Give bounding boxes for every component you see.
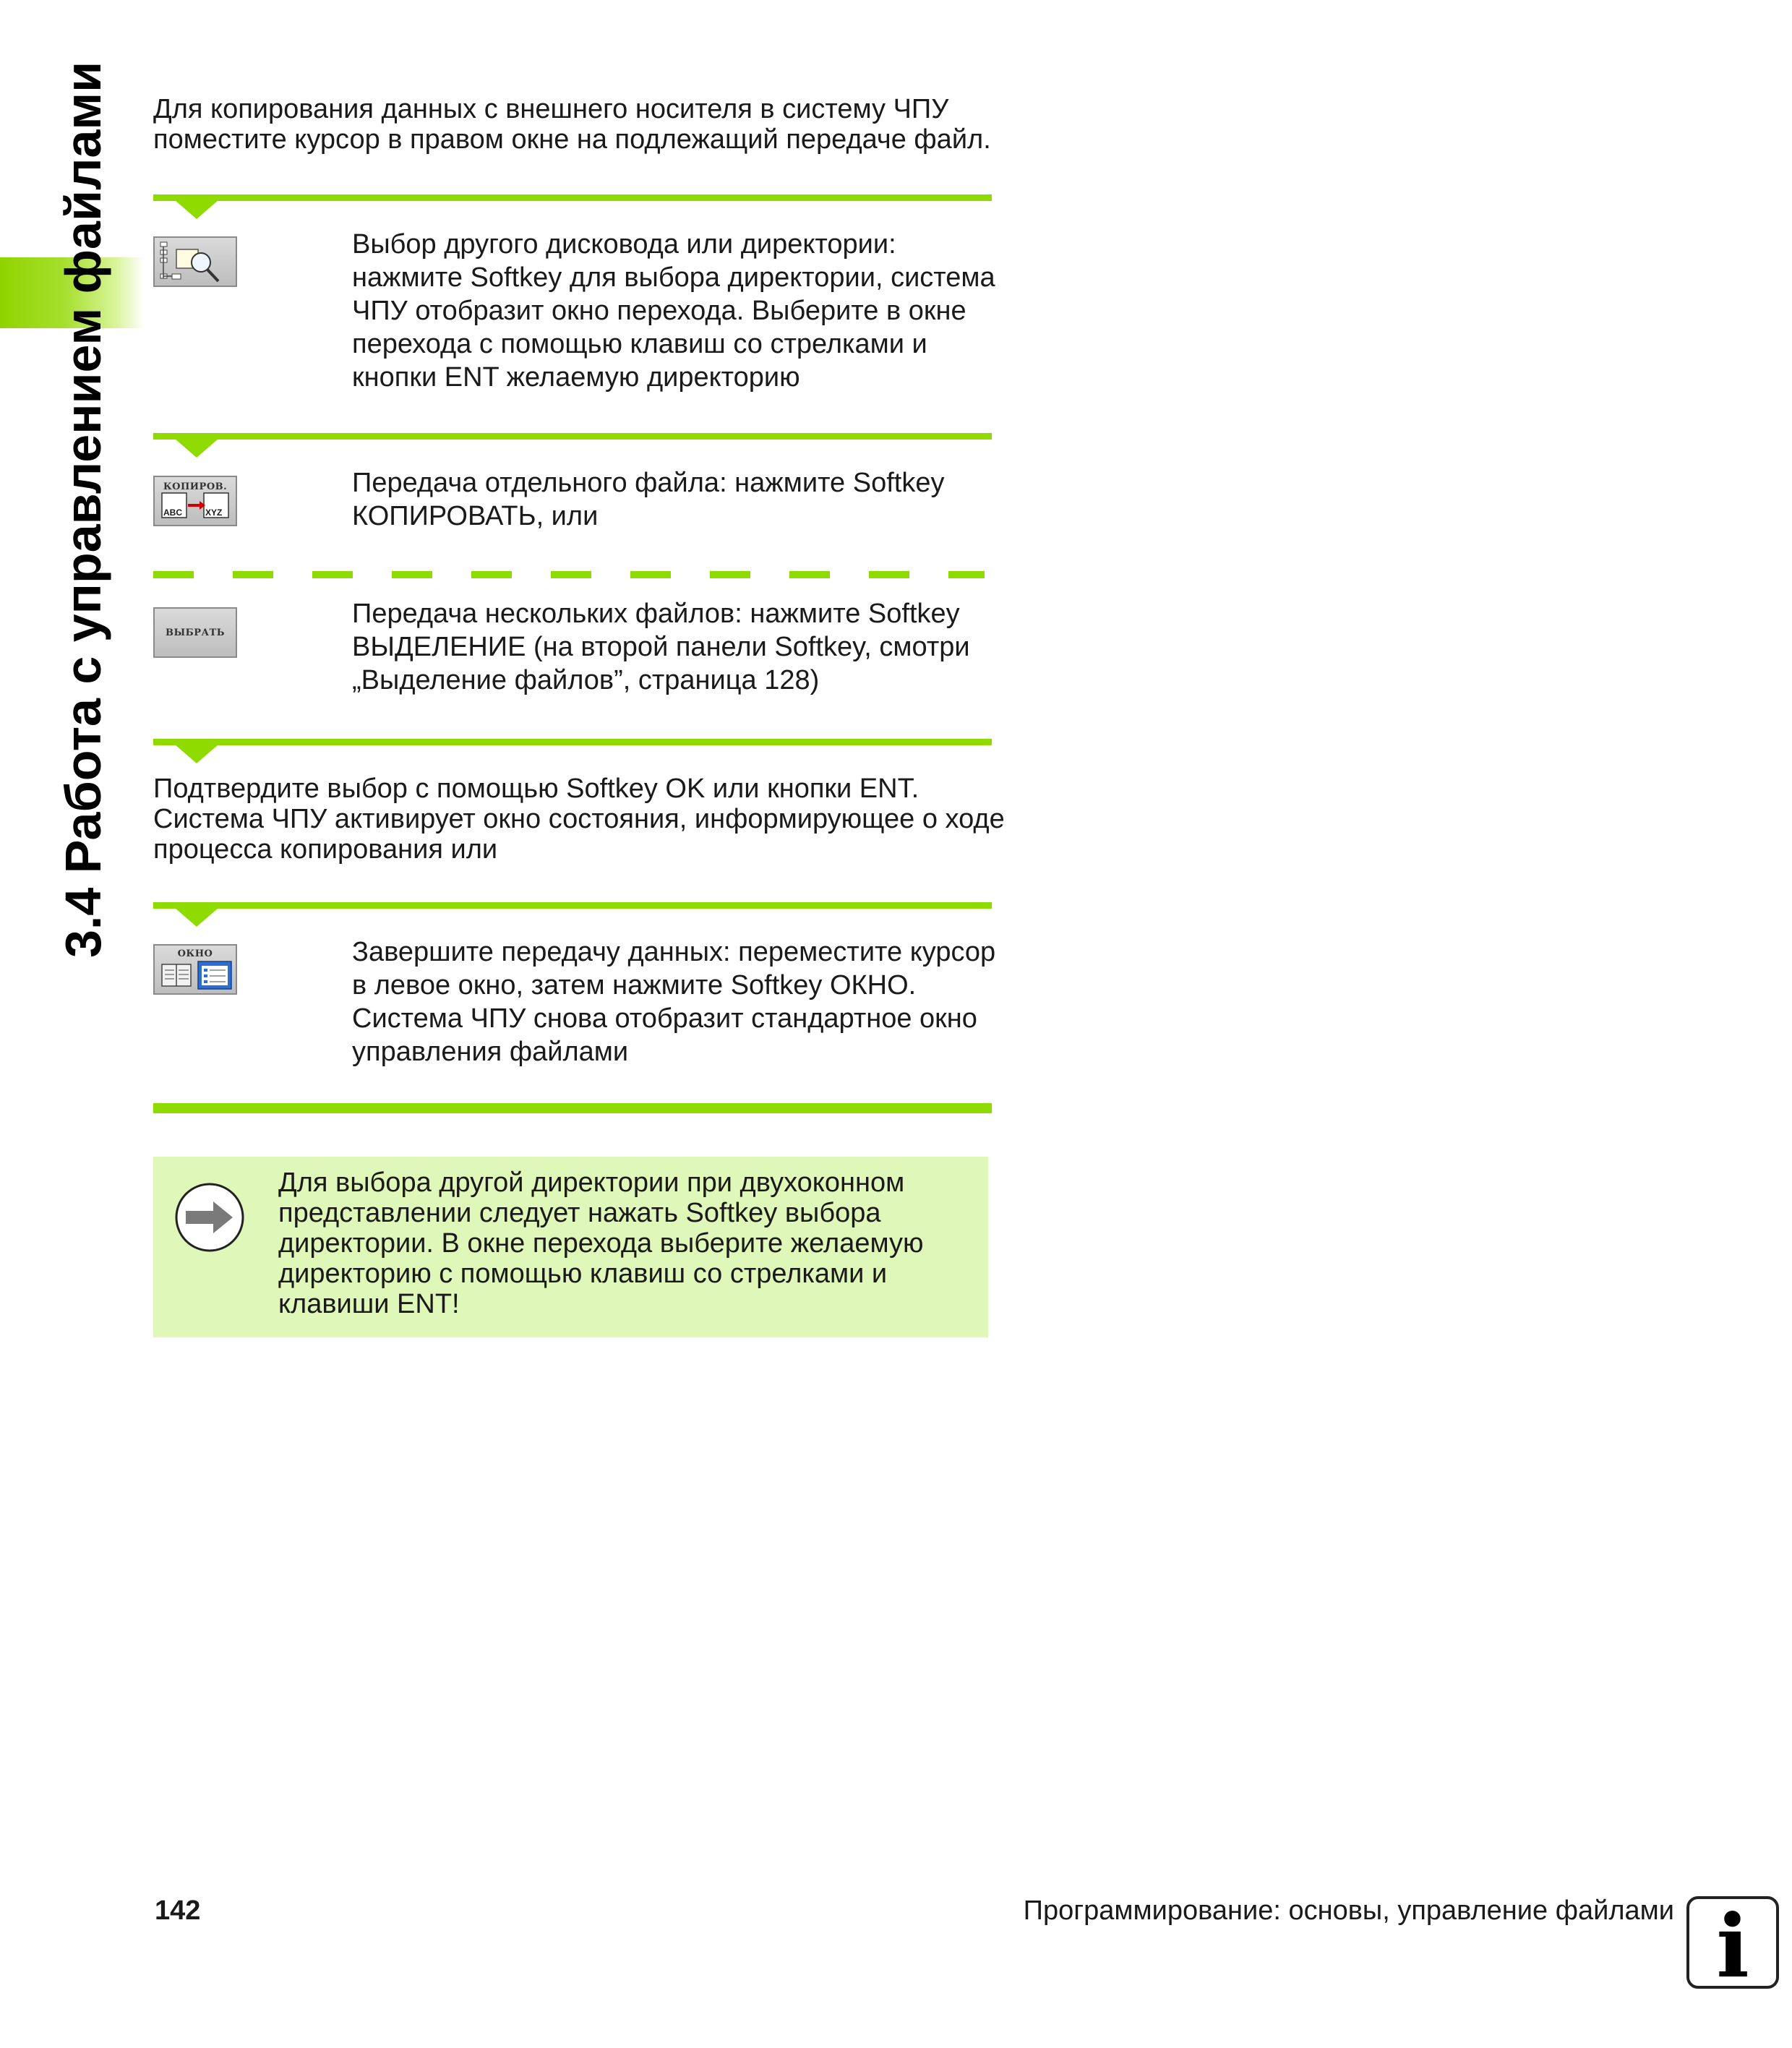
step-divider: [153, 194, 992, 201]
section-end-divider: [153, 1103, 992, 1113]
note-line: представлении следует нажать Softkey выбора: [278, 1198, 881, 1228]
chapter-footer: Программирование: основы, управление файлами: [1023, 1895, 1674, 1926]
intro-paragraph: [153, 94, 991, 155]
select-softkey-icon[interactable]: [153, 607, 237, 658]
confirm-line: Подтвердите выбор с помощью Softkey OK или кнопки ENT.: [153, 774, 919, 804]
softkey-label: ОКНО: [177, 948, 213, 959]
alternative-divider: [153, 571, 985, 578]
step-line: ВЫДЕЛЕНИЕ (на второй панели Softkey, смотри: [352, 632, 970, 662]
softkey-label: КОПИРОВ.: [163, 481, 228, 492]
softkey-label: ВЫБРАТЬ: [166, 627, 225, 638]
step-line: перехода с помощью клавиш со стрелками и: [352, 329, 927, 359]
step-line: нажмите Softkey для выбора директории, система: [352, 262, 995, 293]
step-pointer: [175, 908, 218, 927]
confirm-paragraph: [153, 774, 1005, 865]
softkey-from-label: ABC: [163, 507, 182, 518]
note-box: [153, 1157, 988, 1337]
step-line: ЧПУ отобразит окно перехода. Выберите в окне: [352, 296, 966, 326]
step-text: [352, 597, 1003, 697]
step-pointer: [175, 745, 218, 763]
note-line: клавиши ENT!: [278, 1289, 460, 1319]
step-line: КОПИРОВАТЬ, или: [352, 501, 599, 531]
step-line: Система ЧПУ снова отобразит стандартное окно: [352, 1003, 977, 1034]
note-line: директории. В окне перехода выберите желаемую: [278, 1228, 924, 1259]
step-line: кнопки ENT желаемую директорию: [352, 362, 800, 393]
step-divider: [153, 902, 992, 909]
step-divider: [153, 739, 992, 745]
note-line: Для выбора другой директории при двухоконном: [278, 1167, 905, 1198]
step-line: Передача отдельного файла: нажмите Softkey: [352, 468, 945, 498]
step-pointer: [175, 200, 218, 219]
softkey-to-label: XYZ: [205, 507, 223, 518]
directory-select-softkey-icon[interactable]: [153, 236, 237, 287]
step-text: [352, 935, 1003, 1068]
info-icon[interactable]: [1686, 1895, 1780, 1989]
note-line: директорию с помощью клавиш со стрелками и: [278, 1259, 888, 1289]
step-line: управления файлами: [352, 1037, 629, 1067]
step-text: [352, 466, 1003, 533]
step-divider: [153, 433, 992, 440]
step-pointer: [175, 439, 218, 458]
page-number: 142: [155, 1895, 201, 1926]
info-icon-letter: i: [1716, 1895, 1749, 1989]
step-line: Передача нескольких файлов: нажмите Softkey: [352, 599, 960, 629]
arrow-right-icon: [173, 1181, 246, 1254]
intro-line: Для копирования данных с внешнего носителя в систему ЧПУ: [153, 94, 949, 124]
window-softkey-icon[interactable]: [153, 944, 237, 995]
confirm-line: Система ЧПУ активирует окно состояния, информирующее о ходе: [153, 804, 1005, 834]
section-title: 3.4 Работа с управлением файлами: [55, 61, 111, 958]
copy-softkey-icon[interactable]: [153, 476, 237, 526]
confirm-line: процесса копирования или: [153, 834, 498, 865]
step-line: Выбор другого дисковода или директории:: [352, 229, 896, 260]
step-line: Завершите передачу данных: переместите курсор: [352, 937, 996, 967]
step-text: [352, 228, 1003, 394]
note-text: [278, 1167, 972, 1319]
intro-line: поместите курсор в правом окне на подлежащий передаче файл.: [153, 124, 991, 155]
step-line: „Выделение файлов”, страница 128): [352, 665, 820, 695]
step-line: в левое окно, затем нажмите Softkey ОКНО.: [352, 970, 917, 1001]
